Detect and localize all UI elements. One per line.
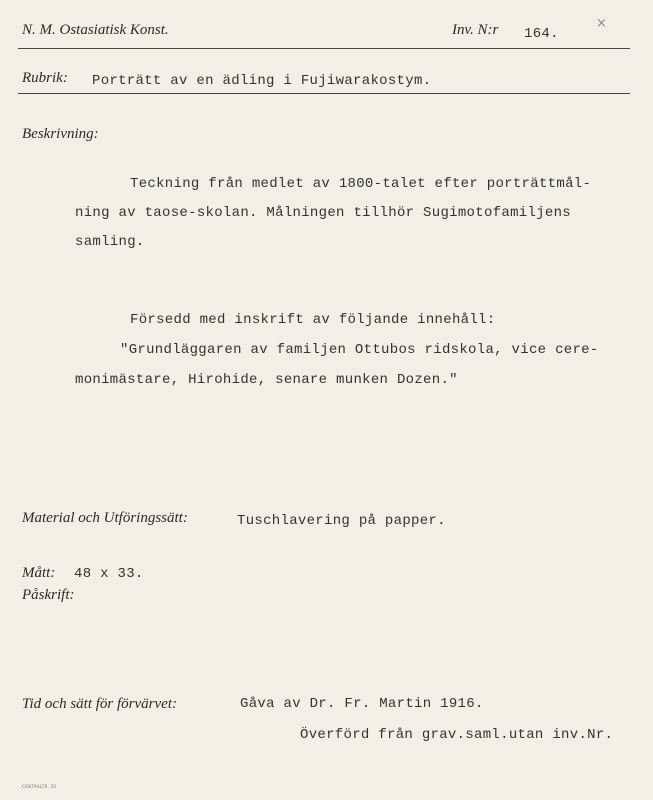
rubrik-value: Porträtt av en ädling i Fujiwarakostym. <box>92 73 432 89</box>
desc-line: Teckning från medlet av 1800-talet efter porträttmål- <box>130 176 592 192</box>
printer-imprint: CENTRALTR. 50 <box>22 784 57 789</box>
inv-label: Inv. N:r <box>452 22 499 38</box>
rubrik-rule <box>18 93 630 94</box>
paskrift-label: Påskrift: <box>22 587 75 603</box>
inv-number: 164. <box>524 26 559 42</box>
matt-label: Mått: <box>22 565 56 581</box>
museum-name: N. M. Ostasiatisk Konst. <box>22 22 169 38</box>
corner-check-mark: × <box>596 16 607 31</box>
inscription-line: "Grundläggaren av familjen Ottubos ridskola, vice cere- <box>120 342 599 358</box>
beskrivning-label: Beskrivning: <box>22 126 99 142</box>
desc-line: samling. <box>75 234 145 250</box>
material-label: Material och Utföringssätt: <box>22 510 188 526</box>
matt-value: 48 x 33. <box>74 566 144 582</box>
inscription-line: monimästare, Hirohide, senare munken Dozen." <box>75 372 458 388</box>
forvarv-line: Överförd från grav.saml.utan inv.Nr. <box>300 727 614 743</box>
inscription-intro: Försedd med inskrift av följande innehåll: <box>130 312 496 328</box>
forvarv-line: Gåva av Dr. Fr. Martin 1916. <box>240 696 484 712</box>
forvarv-label: Tid och sätt för förvärvet: <box>22 696 177 712</box>
header-rule <box>18 48 630 49</box>
material-value: Tuschlavering på papper. <box>237 513 446 529</box>
desc-line: ning av taose-skolan. Målningen tillhör Sugimotofamiljens <box>75 205 571 221</box>
rubrik-label: Rubrik: <box>22 70 68 86</box>
